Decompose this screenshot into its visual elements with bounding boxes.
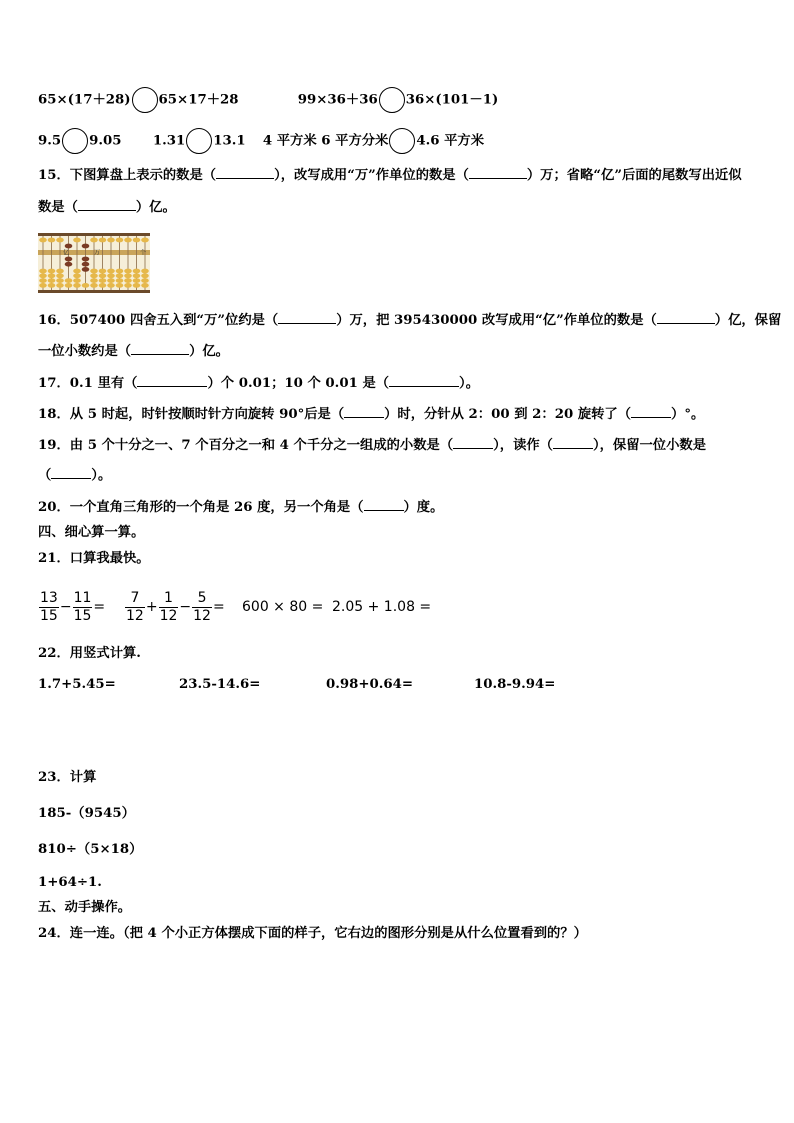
abacus-bead: [82, 283, 90, 288]
abacus-bead: [73, 278, 81, 283]
abacus-bead: [99, 273, 107, 278]
abacus-bead: [56, 238, 64, 243]
oral-calc-3: [242, 587, 323, 627]
abacus-bead: [48, 278, 56, 283]
oral-calc-2: [124, 587, 225, 627]
abacus-bead: [107, 283, 115, 288]
question-18: [38, 405, 704, 424]
question-20: [38, 498, 443, 517]
compare-expr: 4 平方米 6 平方分米: [262, 133, 389, 149]
abacus-bead: [116, 278, 124, 283]
abacus-bead: [39, 269, 47, 274]
abacus-label: 亿: [63, 249, 70, 257]
abacus-bead: [39, 238, 47, 243]
abacus-bead: [99, 283, 107, 288]
abacus-bead: [39, 283, 47, 288]
compare-expr: 1.31: [152, 133, 186, 149]
abacus-bead: [65, 262, 73, 267]
question-text: ）。: [459, 376, 479, 391]
abacus-bead: [73, 269, 81, 274]
abacus-bead: [90, 238, 98, 243]
fraction: $\frac{1}{12}$: [159, 589, 178, 624]
answer-blank[interactable]: [344, 405, 384, 418]
abacus-bead: [124, 238, 132, 243]
abacus-bead: [82, 267, 90, 272]
abacus-bead: [82, 244, 90, 249]
question-text: ）个 0.01；10 个 0.01 是（: [207, 376, 390, 391]
abacus-bead: [48, 273, 56, 278]
question-text: （: [38, 468, 52, 483]
question-text: 17．0.1 里有（: [38, 376, 138, 391]
question-21-title: 21．口算我最快。: [38, 551, 150, 566]
answer-blank[interactable]: [469, 166, 527, 179]
question-16: [38, 311, 781, 330]
abacus-bead: [99, 278, 107, 283]
calc-item: 185-（9545）: [38, 806, 135, 821]
answer-blank[interactable]: [78, 198, 136, 211]
fraction: $\frac{13}{15}$: [40, 589, 58, 624]
compare-expr: 65×(17＋28): [38, 92, 131, 108]
abacus-bead: [141, 283, 149, 288]
abacus-bead: [73, 238, 81, 243]
compare-expr: 65×17＋28: [158, 92, 239, 108]
abacus-bead: [107, 238, 115, 243]
answer-blank[interactable]: [553, 436, 593, 449]
vertical-calc-item: 1.7+5.45=: [38, 677, 116, 692]
abacus-bead: [56, 269, 64, 274]
vertical-calc-item: 10.8-9.94=: [474, 677, 556, 692]
question-text: ）亿，保留: [714, 313, 782, 328]
oral-calc-1: [38, 587, 105, 627]
expression: 600 × 80 =: [242, 599, 324, 615]
abacus-bead: [56, 283, 64, 288]
abacus-bead: [133, 278, 141, 283]
question-16-line-2: [38, 342, 229, 361]
vertical-calc-item: 23.5-14.6=: [179, 677, 261, 692]
question-19: [38, 436, 706, 455]
abacus-label: 个: [140, 249, 147, 257]
abacus-bead: [73, 283, 81, 288]
abacus-bead: [141, 269, 149, 274]
compare-circle[interactable]: [186, 128, 212, 154]
abacus-bead: [124, 269, 132, 274]
question-19-line-2: [38, 466, 111, 485]
expression: 2.05 + 1.08 =: [332, 599, 432, 615]
oral-calc-4: [332, 587, 431, 627]
question-text: ），读作（: [493, 438, 553, 453]
operator: −: [59, 599, 72, 615]
compare-expr: 13.1: [213, 133, 246, 149]
compare-circle[interactable]: [379, 87, 405, 113]
abacus-bead: [133, 238, 141, 243]
abacus-bead: [56, 273, 64, 278]
compare-expr: 99×36＋36: [297, 92, 378, 108]
question-text: 19．由 5 个十分之一、7 个百分之一和 4 个千分之一组成的小数是（: [38, 438, 454, 453]
abacus-bead: [107, 269, 115, 274]
abacus-bead: [90, 283, 98, 288]
abacus-bead: [65, 257, 73, 262]
compare-expr: 36×(101－1): [405, 92, 499, 108]
calc-item: 810÷（5×18）: [38, 842, 143, 857]
question-15-line-2: [38, 198, 176, 217]
abacus-bead: [65, 244, 73, 249]
operator: =: [93, 599, 106, 615]
abacus-image: [38, 233, 150, 293]
answer-blank[interactable]: [453, 436, 493, 449]
question-text: 数是（: [38, 200, 78, 215]
abacus-bead: [141, 273, 149, 278]
abacus-bead: [90, 273, 98, 278]
abacus-bead: [82, 257, 90, 262]
abacus-bead: [65, 278, 73, 283]
compare-row-1: [38, 87, 498, 113]
abacus-bead: [124, 273, 132, 278]
section-heading: 五、动手操作。: [38, 900, 132, 915]
answer-blank[interactable]: [137, 374, 207, 387]
abacus-bead: [56, 278, 64, 283]
operator: =: [212, 599, 225, 615]
answer-blank[interactable]: [51, 466, 91, 479]
answer-blank[interactable]: [631, 405, 671, 418]
compare-circle[interactable]: [389, 128, 415, 154]
abacus-bead: [107, 278, 115, 283]
question-17: [38, 374, 479, 393]
question-text: ），改写成用“万”作单位的数是（: [274, 168, 469, 183]
compare-row-2: [38, 128, 484, 154]
abacus-bead: [39, 273, 47, 278]
compare-circle[interactable]: [132, 87, 158, 113]
fraction: $\frac{7}{12}$: [126, 589, 144, 624]
question-text: ）亿。: [135, 200, 176, 215]
fraction: $\frac{5}{12}$: [193, 589, 211, 624]
answer-blank[interactable]: [364, 498, 404, 511]
abacus-bead: [124, 283, 132, 288]
operator: +: [145, 599, 158, 615]
abacus-bead: [39, 278, 47, 283]
abacus-bead: [116, 283, 124, 288]
compare-circle[interactable]: [62, 128, 88, 154]
question-text: 16．507400 四舍五入到“万”位约是（: [38, 313, 279, 328]
question-text: 20．一个直角三角形的一个角是 26 度，另一个角是（: [38, 500, 364, 515]
abacus-bead: [116, 269, 124, 274]
question-text: ）°。: [671, 407, 705, 422]
abacus-bead: [48, 238, 56, 243]
section-heading: 四、细心算一算。: [38, 525, 145, 540]
compare-expr: 9.5: [38, 133, 62, 149]
question-text: ）万；省略“亿”后面的尾数写出近似: [526, 168, 742, 183]
question-22-title: 22．用竖式计算.: [38, 646, 141, 661]
question-15: [38, 166, 742, 185]
question-text: ）时，分针从 2：00 到 2：20 旋转了（: [384, 407, 632, 422]
abacus-bead: [124, 278, 132, 283]
calc-item: 1+64÷1.: [38, 875, 102, 890]
question-text: ）亿。: [189, 344, 229, 359]
abacus-label: 万: [94, 249, 101, 257]
abacus-bead: [90, 269, 98, 274]
abacus-bead: [133, 283, 141, 288]
answer-blank[interactable]: [278, 311, 336, 324]
question-text: 一位小数约是（: [38, 344, 132, 359]
abacus-bead: [73, 273, 81, 278]
compare-expr: 9.05: [89, 133, 122, 149]
question-text: ），保留一位小数是: [592, 438, 706, 453]
abacus-bead: [141, 278, 149, 283]
answer-blank[interactable]: [389, 374, 459, 387]
vertical-calc-item: 0.98+0.64=: [326, 677, 414, 692]
question-23-title: 23．计算: [38, 770, 97, 785]
abacus-bead: [48, 283, 56, 288]
abacus-bead: [48, 269, 56, 274]
abacus-bead: [141, 238, 149, 243]
question-text: ）万，把 395430000 改写成用“亿”作单位的数是（: [336, 313, 657, 328]
abacus-bead: [90, 278, 98, 283]
abacus-bead: [99, 269, 107, 274]
question-text: ）。: [91, 468, 112, 483]
abacus-bead: [99, 238, 107, 243]
abacus-bead: [133, 273, 141, 278]
abacus-bead: [116, 238, 124, 243]
abacus-bead: [65, 283, 73, 288]
question-text: 18．从 5 时起，时针按顺时针方向旋转 90°后是（: [38, 407, 345, 422]
answer-blank[interactable]: [216, 166, 274, 179]
compare-expr: 4.6 平方米: [416, 133, 485, 149]
question-24: 24．连一连。（把 4 个小正方体摆成下面的样子，它右边的图形分别是从什么位置看到的？）: [38, 926, 587, 941]
fraction: $\frac{11}{15}$: [73, 589, 92, 624]
answer-blank[interactable]: [657, 311, 715, 324]
question-text: ）度。: [403, 500, 444, 515]
abacus-bead: [82, 262, 90, 267]
abacus-bead: [116, 273, 124, 278]
question-text: 15．下图算盘上表示的数是（: [38, 168, 217, 183]
abacus-bead: [107, 273, 115, 278]
answer-blank[interactable]: [131, 342, 189, 355]
abacus-bead: [133, 269, 141, 274]
operator: −: [179, 599, 192, 615]
